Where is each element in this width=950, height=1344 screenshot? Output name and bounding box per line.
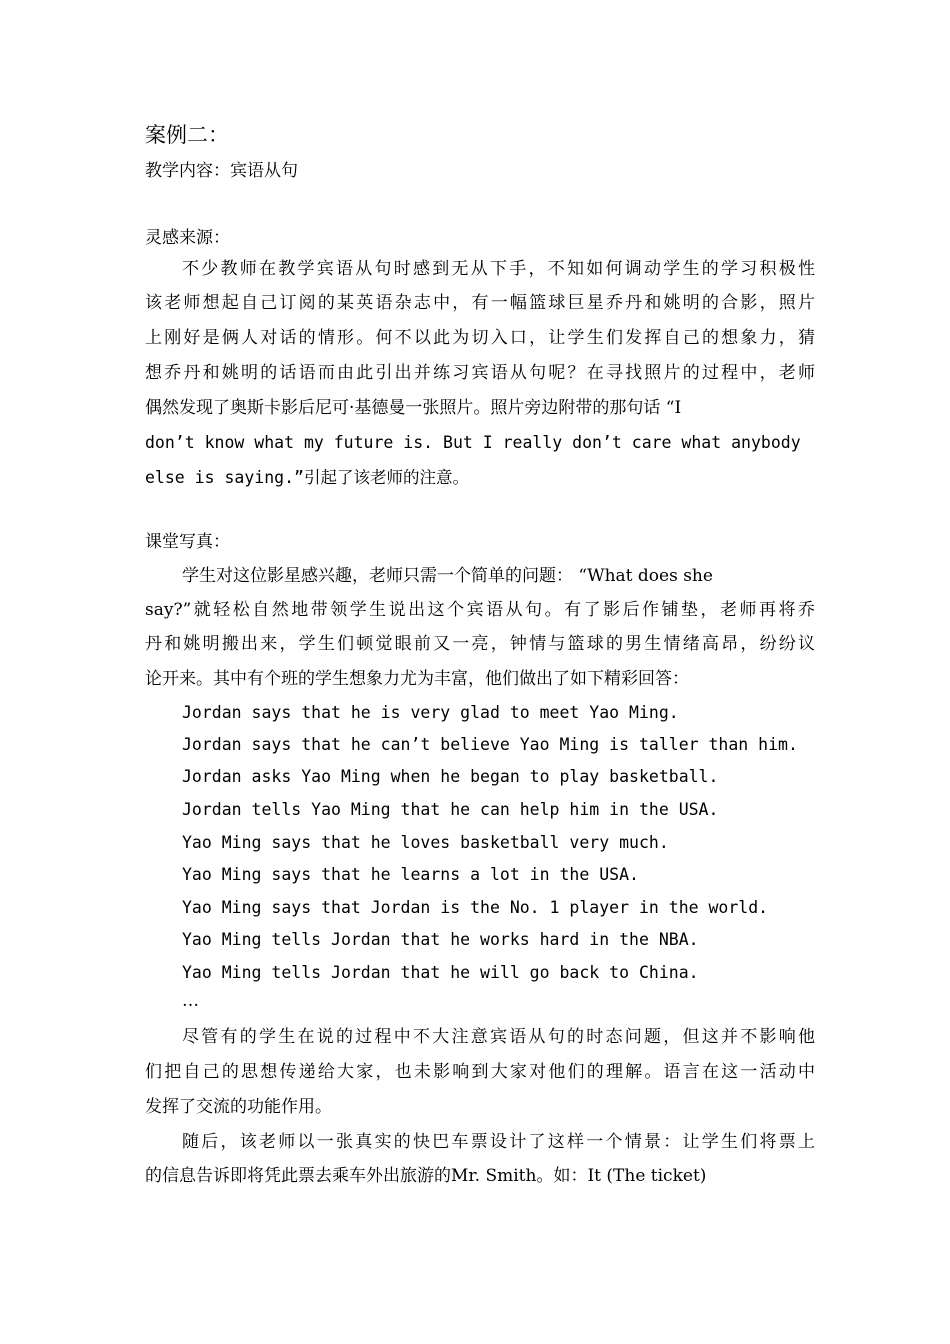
classroom-heading: 课堂写真： — [145, 532, 230, 552]
case-title: 案例二： — [145, 123, 229, 147]
followup-line: 随后，该老师以一张真实的快巴车票设计了这样一个情景：让学生们将票上 — [182, 1132, 815, 1152]
classroom-intro-line: 学生对这位影星感兴趣，老师只需一个简单的问题： “What does she — [182, 566, 713, 586]
ellipsis: … — [182, 991, 199, 1011]
inspiration-line: else is saying.”引起了该老师的注意。 — [145, 468, 469, 487]
summary-line: 发挥了交流的功能作用。 — [145, 1097, 332, 1117]
student-answer: Jordan asks Yao Ming when he began to play basketball. — [182, 767, 719, 786]
inspiration-line: 该老师想起自己订阅的某英语杂志中，有一幅篮球巨星乔丹和姚明的合影，照片 — [145, 293, 815, 313]
student-answer: Yao Ming tells Jordan that he will go back to China. — [182, 963, 699, 982]
student-answer: Yao Ming says that he learns a lot in the USA. — [182, 865, 639, 884]
inspiration-line: 想乔丹和姚明的话语而由此引出并练习宾语从句呢？在寻找照片的过程中，老师 — [145, 363, 815, 383]
summary-line: 尽管有的学生在说的过程中不大注意宾语从句的时态问题，但这并不影响他 — [182, 1027, 815, 1047]
classroom-intro-line: 丹和姚明搬出来，学生们顿觉眼前又一亮，钟情与篮球的男生情绪高昂，纷纷议 — [145, 634, 815, 654]
classroom-intro-line: 论开来。其中有个班的学生想象力尤为丰富，他们做出了如下精彩回答： — [145, 669, 689, 689]
teaching-content: 教学内容：宾语从句 — [145, 161, 298, 181]
summary-line: 们把自己的思想传递给大家，也未影响到大家对他们的理解。语言在这一活动中 — [145, 1062, 815, 1082]
student-answer: Yao Ming says that Jordan is the No. 1 player in the world. — [182, 898, 769, 917]
inspiration-line: don’t know what my future is. But I really don’t care what anybody — [145, 433, 801, 452]
inspiration-line: 偶然发现了奥斯卡影后尼可·基德曼一张照片。照片旁边附带的那句话 “I — [145, 398, 682, 418]
student-answer: Jordan says that he is very glad to meet Yao Ming. — [182, 703, 679, 722]
classroom-intro-line: say?”就轻松自然地带领学生说出这个宾语从句。有了影后作铺垫，老师再将乔 — [145, 600, 815, 620]
inspiration-line: 不少教师在教学宾语从句时感到无从下手，不知如何调动学生的学习积极性 — [182, 259, 815, 279]
student-answer: Yao Ming says that he loves basketball very much. — [182, 833, 669, 852]
student-answer: Jordan says that he can’t believe Yao Ming is taller than him. — [182, 735, 798, 754]
followup-line: 的信息告诉即将凭此票去乘车外出旅游的Mr. Smith。如：It (The ticket) — [145, 1166, 707, 1186]
student-answer: Jordan tells Yao Ming that he can help him in the USA. — [182, 800, 719, 819]
inspiration-heading: 灵感来源： — [145, 228, 230, 248]
inspiration-line: 上刚好是俩人对话的情形。何不以此为切入口，让学生们发挥自己的想象力，猜 — [145, 328, 815, 348]
student-answer: Yao Ming tells Jordan that he works hard in the NBA. — [182, 930, 699, 949]
